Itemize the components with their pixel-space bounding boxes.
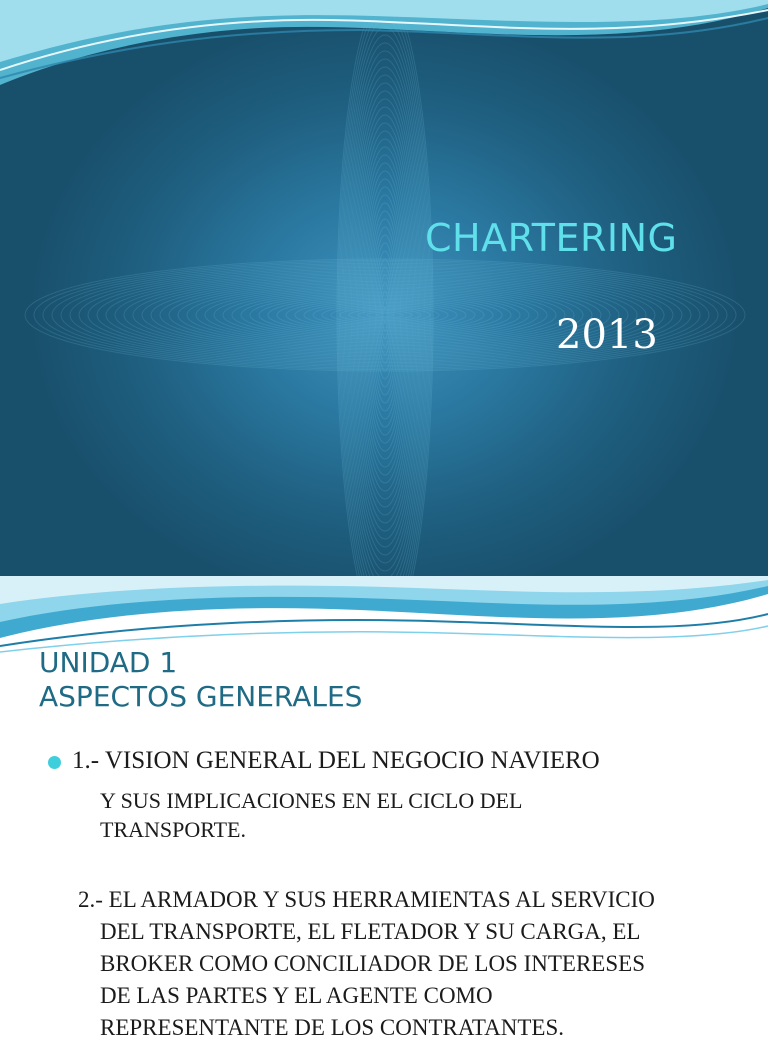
bullet-dot-icon [48, 756, 61, 769]
item-2-paragraph [78, 884, 738, 1044]
content-slide [0, 576, 768, 1040]
heading-line-topic: ASPECTOS GENERALES [39, 680, 363, 713]
slide-year: 2013 [556, 312, 658, 358]
top-wave-decoration [0, 0, 768, 110]
slide-title: CHARTERING [425, 216, 678, 260]
item-2-line-2: DEL TRANSPORTE, EL FLETADOR Y SU CARGA, EL [100, 919, 641, 944]
bullet-item-1-continuation-2: TRANSPORTE. [100, 817, 246, 842]
unit-heading [39, 646, 362, 714]
item-2-line-5: REPRESENTANTE DE LOS CONTRATANTES. [100, 1015, 564, 1040]
heading-line-unit: UNIDAD 1 [39, 646, 178, 679]
bullet-item-1: 1.- VISION GENERAL DEL NEGOCIO NAVIERO [72, 747, 600, 774]
bullet-item-1-continuation: Y SUS IMPLICACIONES EN EL CICLO DEL [100, 788, 523, 813]
item-2-line-3: BROKER COMO CONCILIADOR DE LOS INTERESES [100, 951, 645, 976]
item-2-line-1: 2.- EL ARMADOR Y SUS HERRAMIENTAS AL SERVICIO [78, 887, 655, 912]
item-2-line-4: DE LAS PARTES Y EL AGENTE COMO [100, 983, 493, 1008]
